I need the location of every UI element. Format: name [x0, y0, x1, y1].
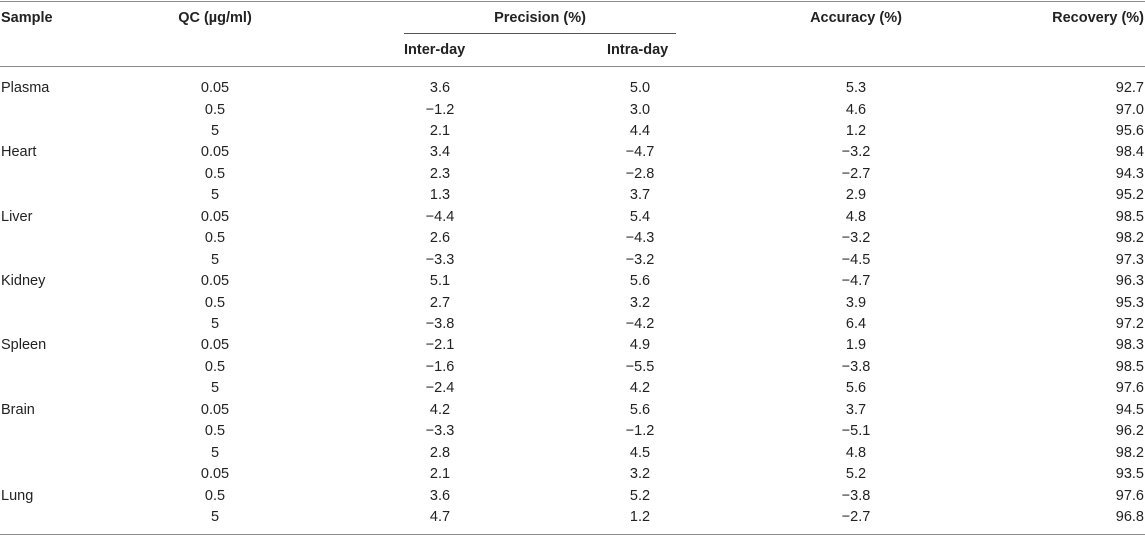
- cell-accuracy: 6.4: [845, 315, 867, 332]
- cell-qc: 5: [210, 444, 220, 461]
- cell-inter-day: −2.4: [425, 380, 455, 397]
- cell-recovery: 96.8: [1115, 509, 1144, 525]
- cell-inter-day: 4.2: [429, 401, 451, 418]
- header-bottom-rule: [0, 66, 1145, 67]
- cell-accuracy: −3.2: [841, 144, 871, 161]
- cell-intra-day: −1.2: [625, 423, 655, 440]
- cell-accuracy: 1.2: [845, 122, 867, 139]
- cell-inter-day: 2.7: [429, 294, 451, 311]
- cell-recovery: 94.5: [1115, 401, 1144, 418]
- cell-accuracy: −4.5: [841, 251, 871, 268]
- cell-inter-day: −2.1: [425, 337, 455, 354]
- cell-recovery: 95.2: [1115, 187, 1144, 204]
- cell-qc: 0.05: [200, 80, 230, 96]
- cell-intra-day: −3.2: [625, 251, 655, 268]
- cell-intra-day: 1.2: [629, 509, 651, 525]
- cell-accuracy: 5.2: [845, 466, 867, 483]
- cell-sample: Liver: [1, 208, 33, 225]
- cell-inter-day: 3.6: [429, 487, 451, 504]
- cell-accuracy: −5.1: [841, 423, 871, 440]
- cell-recovery: 97.3: [1115, 251, 1144, 268]
- cell-sample: Lung: [1, 487, 34, 504]
- cell-accuracy: 3.7: [845, 401, 867, 418]
- cell-inter-day: −3.8: [425, 315, 455, 332]
- header-intra-day: Intra-day: [607, 42, 669, 58]
- cell-inter-day: −3.3: [425, 423, 455, 440]
- cell-inter-day: −1.2: [425, 101, 455, 118]
- cell-accuracy: 2.9: [845, 187, 867, 204]
- cell-intra-day: −2.8: [625, 165, 655, 182]
- precision-group-rule: [404, 33, 676, 34]
- cell-sample: Brain: [1, 401, 35, 418]
- cell-accuracy: 5.6: [845, 380, 867, 397]
- cell-inter-day: 2.1: [429, 466, 451, 483]
- cell-intra-day: 5.0: [629, 80, 651, 96]
- cell-recovery: 95.6: [1115, 122, 1144, 139]
- cell-inter-day: 4.7: [429, 509, 451, 525]
- cell-qc: 0.05: [200, 401, 230, 418]
- cell-inter-day: 5.1: [429, 273, 451, 289]
- cell-intra-day: 5.2: [629, 487, 651, 504]
- cell-inter-day: −3.3: [425, 251, 455, 268]
- cell-qc: 5: [210, 187, 220, 204]
- cell-qc: 0.5: [204, 487, 226, 504]
- cell-recovery: 98.5: [1115, 358, 1144, 375]
- cell-recovery: 98.5: [1115, 208, 1144, 225]
- header-sample: Sample: [1, 10, 53, 26]
- table-bottom-rule: [0, 534, 1145, 535]
- cell-intra-day: −4.2: [625, 315, 655, 332]
- cell-accuracy: 1.9: [845, 337, 867, 354]
- cell-intra-day: 3.0: [629, 101, 651, 118]
- cell-recovery: 92.7: [1115, 80, 1144, 96]
- cell-qc: 0.05: [200, 466, 230, 483]
- cell-intra-day: 5.6: [629, 401, 651, 418]
- cell-inter-day: 2.1: [429, 122, 451, 139]
- cell-accuracy: −3.2: [841, 230, 871, 247]
- cell-recovery: 95.3: [1115, 294, 1144, 311]
- cell-qc: 0.05: [200, 337, 230, 354]
- cell-qc: 0.5: [204, 423, 226, 440]
- cell-intra-day: 4.9: [629, 337, 651, 354]
- cell-inter-day: 2.3: [429, 165, 451, 182]
- cell-accuracy: 4.6: [845, 101, 867, 118]
- header-precision: Precision (%): [494, 10, 586, 26]
- cell-accuracy: 4.8: [845, 208, 867, 225]
- header-accuracy: Accuracy (%): [810, 10, 902, 26]
- cell-recovery: 96.2: [1115, 423, 1144, 440]
- cell-accuracy: 3.9: [845, 294, 867, 311]
- cell-inter-day: 2.6: [429, 230, 451, 247]
- cell-qc: 5: [210, 380, 220, 397]
- cell-recovery: 97.0: [1115, 101, 1144, 118]
- cell-intra-day: 4.2: [629, 380, 651, 397]
- cell-qc: 0.05: [200, 208, 230, 225]
- cell-accuracy: 4.8: [845, 444, 867, 461]
- cell-sample: Heart: [1, 144, 37, 161]
- cell-qc: 5: [210, 509, 220, 525]
- cell-recovery: 98.3: [1115, 337, 1144, 354]
- cell-sample: Plasma: [1, 80, 50, 96]
- cell-intra-day: −5.5: [625, 358, 655, 375]
- cell-qc: 5: [210, 122, 220, 139]
- header-qc: QC (µg/ml): [178, 10, 252, 26]
- cell-sample: Spleen: [1, 337, 47, 354]
- cell-recovery: 98.2: [1115, 444, 1144, 461]
- cell-intra-day: 3.2: [629, 466, 651, 483]
- cell-qc: 0.5: [204, 230, 226, 247]
- header-recovery: Recovery (%): [1052, 10, 1144, 26]
- cell-qc: 0.5: [204, 358, 226, 375]
- cell-inter-day: −4.4: [425, 208, 455, 225]
- cell-qc: 5: [210, 251, 220, 268]
- cell-inter-day: 3.4: [429, 144, 451, 161]
- cell-recovery: 94.3: [1115, 165, 1144, 182]
- cell-accuracy: −2.7: [841, 509, 871, 525]
- cell-recovery: 98.2: [1115, 230, 1144, 247]
- cell-recovery: 97.6: [1115, 380, 1144, 397]
- cell-qc: 0.5: [204, 165, 226, 182]
- cell-intra-day: 5.4: [629, 208, 651, 225]
- cell-inter-day: 2.8: [429, 444, 451, 461]
- cell-qc: 5: [210, 315, 220, 332]
- cell-qc: 0.05: [200, 144, 230, 161]
- cell-recovery: 98.4: [1115, 144, 1144, 161]
- cell-intra-day: 3.7: [629, 187, 651, 204]
- cell-accuracy: −3.8: [841, 487, 871, 504]
- cell-intra-day: 5.6: [629, 273, 651, 289]
- cell-recovery: 97.2: [1115, 315, 1144, 332]
- cell-recovery: 93.5: [1115, 466, 1144, 483]
- cell-accuracy: −3.8: [841, 358, 871, 375]
- cell-intra-day: −4.7: [625, 144, 655, 161]
- cell-accuracy: 5.3: [845, 80, 867, 96]
- cell-qc: 0.5: [204, 101, 226, 118]
- cell-inter-day: −1.6: [425, 358, 455, 375]
- cell-intra-day: 4.5: [629, 444, 651, 461]
- cell-inter-day: 1.3: [429, 187, 451, 204]
- cell-recovery: 97.6: [1115, 487, 1144, 504]
- table-top-rule: [0, 1, 1145, 2]
- cell-inter-day: 3.6: [429, 80, 451, 96]
- cell-qc: 0.5: [204, 294, 226, 311]
- header-inter-day: Inter-day: [404, 42, 466, 58]
- cell-accuracy: −4.7: [841, 273, 871, 289]
- cell-qc: 0.05: [200, 273, 230, 289]
- cell-intra-day: −4.3: [625, 230, 655, 247]
- cell-intra-day: 3.2: [629, 294, 651, 311]
- cell-recovery: 96.3: [1115, 273, 1144, 289]
- cell-sample: Kidney: [1, 273, 46, 289]
- cell-accuracy: −2.7: [841, 165, 871, 182]
- cell-intra-day: 4.4: [629, 122, 651, 139]
